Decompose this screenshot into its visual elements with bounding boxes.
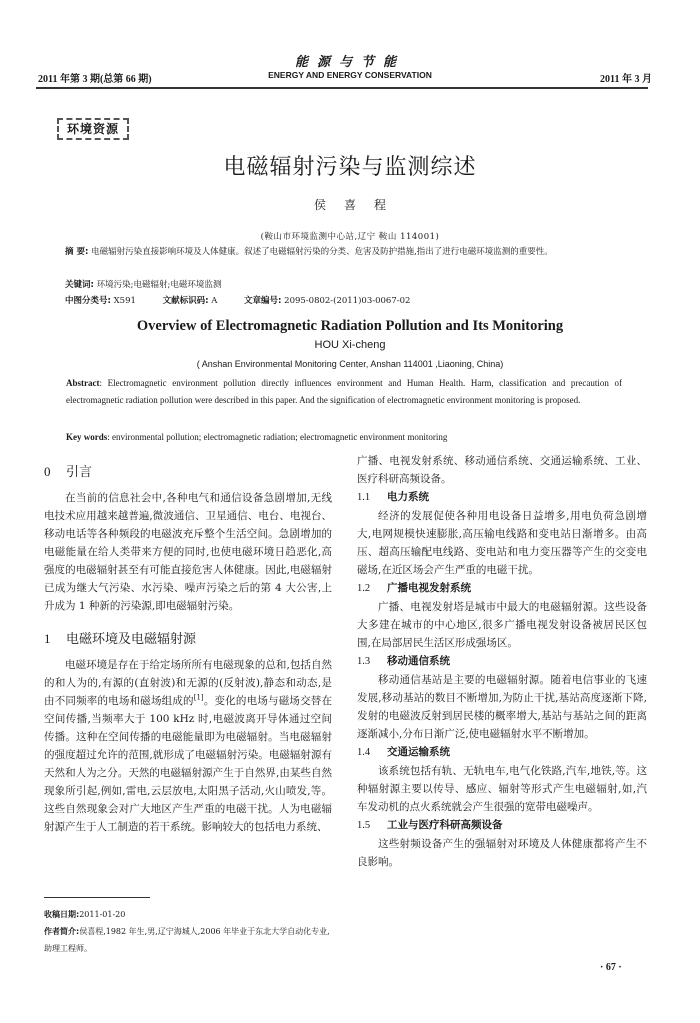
- paragraph-text: 电磁环境是存在于给定场所所有电磁现象的总和,包括自然的和人为的,有源的(直射波)和无源的(反射波),静态和动态,是由不同频率的电场和磁场组成的: [44, 659, 332, 707]
- section-title: 电磁环境及电磁辐射源: [66, 632, 197, 647]
- subsection-paragraph: 移动通信基站是主要的电磁辐射源。随着电信事业的飞速发展,移动基站的数目不断增加,为防止干扰,基站高度逐渐下降,发射的电磁波反射到居民楼的概率增大,基站与基站之间的距离逐渐减小,分布日渐广泛,使电磁辐射水平不断增加。: [357, 674, 647, 740]
- bio-text: 侯喜程,1982 年生,男,辽宁海城人,2006 年毕业于东北大学自动化专业,助理工程师。: [44, 927, 330, 953]
- abstract-cn-text: 电磁辐射污染直接影响环境及人体健康。叙述了电磁辐射污染的分类、危害及防护措施,指出了进行电磁环境监测的重要性。: [91, 247, 553, 257]
- affiliation-cn: (鞍山市环境监测中心站,辽宁 鞍山 114001): [260, 232, 440, 242]
- section-1-continued: 广播、电视发射系统、移动通信系统、交通运输系统、工业、医疗科研高频设备。: [357, 455, 647, 485]
- received-value: 2011-01-20: [79, 910, 126, 919]
- article-no-value: 2095-0802-(2011)03-0067-02: [284, 296, 411, 306]
- abstract-en: [66, 375, 622, 409]
- intro-paragraph: 在当前的信息社会中,各种电气和通信设备急剧增加,无线电技术应用越来越普遍,微波通信、卫星通信、电台、电视台、移动电话等各种频段的电磁波充斥整个生活空间。急剧增加的电磁能量在给人类带来方便的同时,也使电磁环境日趋恶化,高强度的电磁辐射甚至有可能直接危害人体健康。因此,电磁辐射已成为继大气污染、水污染、噪声污染之后的第 4 大公害,上升成为 1 种新的污染源,即电磁辐射污染。: [44, 492, 332, 612]
- subsection-number: 1.1: [357, 492, 371, 503]
- bio-label: 作者简介:: [44, 927, 80, 936]
- doc-code-value: A: [211, 296, 218, 306]
- footnote-rule: [44, 897, 150, 898]
- subsection-number: 1.5: [357, 820, 371, 831]
- issue-info: 2011 年第 3 期(总第 66 期): [38, 74, 152, 85]
- keywords-cn-text: 环境污染;电磁辐射;电磁环境监测: [96, 280, 222, 290]
- classification-line: [65, 293, 645, 310]
- doc-code-label: 文献标识码:: [162, 296, 209, 306]
- abstract-en-label: Abstract: [66, 378, 100, 388]
- section-heading-0: [44, 462, 332, 483]
- article-no-label: 文章编号:: [244, 296, 282, 306]
- issue-date: 2011 年 3 月: [600, 74, 652, 85]
- section-heading-1: [44, 629, 332, 650]
- clc-value: X591: [113, 296, 136, 306]
- received-label: 收稿日期:: [44, 910, 80, 919]
- page-number: · 67 ·: [600, 962, 622, 973]
- received-date: [44, 906, 334, 923]
- section-1-paragraph: [44, 656, 332, 836]
- subsection-heading-1-1: [357, 488, 647, 507]
- section-number: 0: [44, 464, 51, 479]
- clc-label: 中图分类号:: [65, 296, 111, 306]
- subsection-title: 广播电视发射系统: [387, 582, 471, 594]
- body-column-right: [357, 452, 647, 871]
- keywords-en-label: Key words: [66, 432, 108, 442]
- subsection-title: 工业与医疗科研高频设备: [387, 819, 503, 831]
- paragraph-text: 。变化的电场与磁场交替在空间传播,当频率大于 100 kHz 时,电磁波离开导体通过空间传播。这种在空间传播的电磁能量即为电磁辐射。当电磁辐射的强度超过允许的范围,就形成了电磁辐射污染。电磁辐射源有天然和人为之分。天然的电磁辐射源产生于自然界,由某些自然现象所引起,例如,雷电,云层放电,太阳黑子活动,火山喷发,等。这些自然现象会对广大地区产生严重的电磁干扰。人为电磁辐射源产生于人工制造的若干系统。影响较大的包括电力系统、: [44, 695, 332, 833]
- subsection-heading-1-2: [357, 579, 647, 598]
- keywords-en: [66, 432, 626, 442]
- author-en: HOU Xi-cheng: [314, 339, 386, 351]
- subsection-title: 交通运输系统: [387, 746, 450, 758]
- section-tag: 环境资源: [57, 118, 129, 140]
- abstract-cn-label: 摘 要:: [65, 247, 89, 257]
- subsection-paragraph: 这些射频设备产生的强辐射对环境及人体健康都将产生不良影响。: [357, 838, 647, 868]
- keywords-cn: [65, 277, 645, 294]
- subsection-paragraph: 经济的发展促使各种用电设备日益增多,用电负荷急剧增大,电网规模快速膨胀,高压输电线路和变电站日渐增多。由高压、超高压输配电线路、变电站和电力变压器等产生的交变电磁场,在近区场会产生严重的电磁干扰。: [357, 510, 647, 576]
- header-rule: [36, 87, 648, 89]
- keywords-en-text: : environmental pollution; electromagnetic radiation; electromagnetic environment monitoring: [107, 432, 448, 442]
- abstract-cn: [65, 244, 645, 261]
- author-cn: 侯喜程: [313, 198, 404, 212]
- body-column-left: [44, 462, 332, 836]
- keywords-cn-label: 关键词:: [65, 280, 94, 290]
- subsection-number: 1.3: [357, 656, 371, 667]
- journal-masthead: [0, 56, 700, 80]
- subsection-heading-1-5: [357, 816, 647, 835]
- subsection-heading-1-4: [357, 743, 647, 762]
- subsection-paragraph: 该系统包括有轨、无轨电车,电气化铁路,汽车,地铁,等。这种辐射源主要以传导、感应、辐射等形式产生电磁辐射,如,汽车发动机的点火系统就会产生很强的宽带电磁噪声。: [357, 765, 647, 813]
- subsection-number: 1.2: [357, 583, 371, 594]
- citation-ref[interactable]: [1]: [193, 693, 204, 702]
- paper-title-cn: 电磁辐射污染与监测综述: [223, 155, 477, 180]
- subsection-number: 1.4: [357, 747, 371, 758]
- paper-title-en: Overview of Electromagnetic Radiation Pollution and Its Monitoring: [136, 318, 564, 334]
- section-number: 1: [44, 631, 51, 646]
- journal-logo-cn: 能源与节能: [294, 55, 405, 70]
- subsection-heading-1-3: [357, 652, 647, 671]
- subsection-title: 电力系统: [387, 491, 429, 503]
- journal-name-en: ENERGY AND ENERGY CONSERVATION: [268, 70, 432, 80]
- abstract-en-text: : Electromagnetic environment pollution directly influences environment and Human Health. Harm, classification and precaution of electromagnetic radiation pollution were described in this paper. And the signification of electromagnetic environment monitoring is proposed.: [66, 378, 622, 405]
- author-bio: [44, 923, 334, 957]
- subsection-title: 移动通信系统: [387, 655, 450, 667]
- affiliation-en: ( Anshan Environmental Monitoring Center, Anshan 114001 ,Liaoning, China): [196, 359, 504, 369]
- subsection-paragraph: 广播、电视发射塔是城市中最大的电磁辐射源。这些设备大多建在城市的中心地区,很多广播电视发射设备被居民区包围,在局部居民生活区形成强场区。: [357, 601, 647, 649]
- section-title: 引言: [66, 465, 93, 480]
